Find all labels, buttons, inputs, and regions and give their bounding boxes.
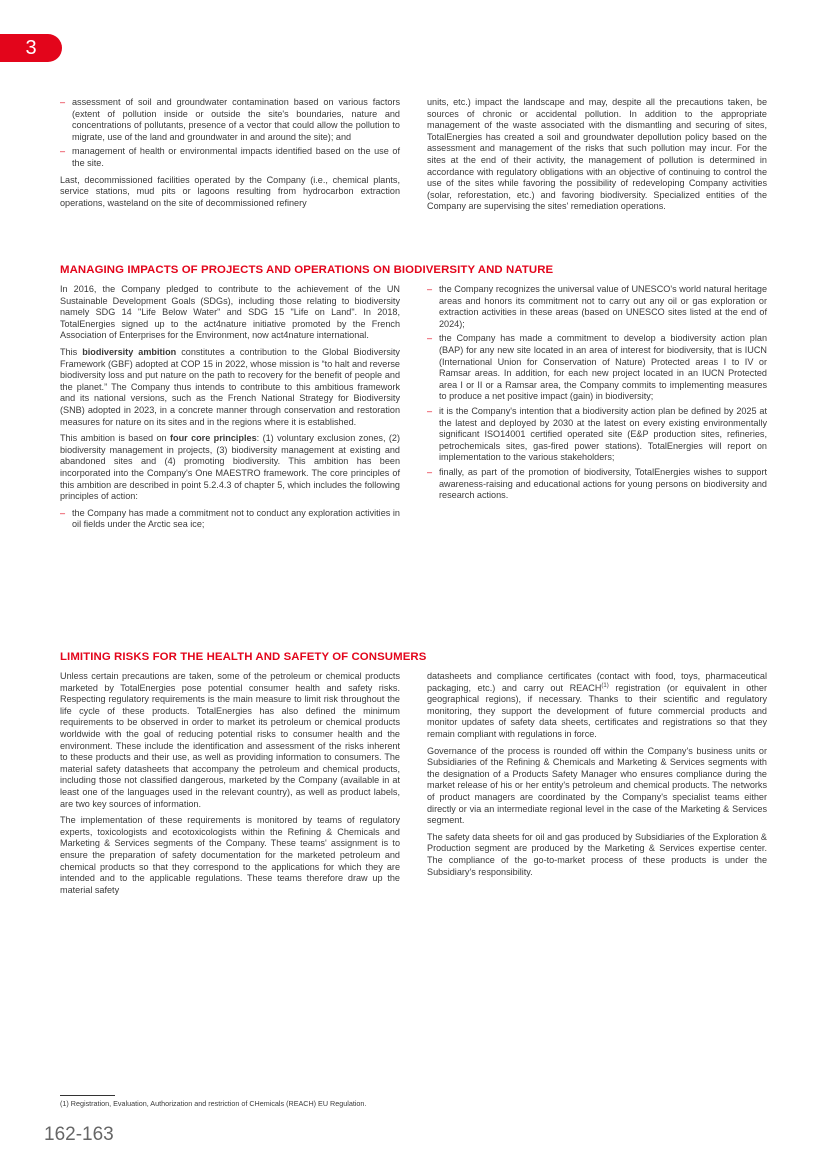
consumers-right-column [427,671,767,901]
list-item: – it is the Company's intention that a biodiversity action plan be defined by 2025 at the latest and deployed by 2030 at the latest on every existing environmentally significant ISO14001 certified operated site (E&P production sites, refineries, petrochemicals sites, gas-fired power stations). TotalEnergies will report on implementation to the various stakeholders; [427,405,767,463]
biodiversity-right-column [427,284,767,536]
list-item: – management of health or environmental impacts identified based on the use of the site. [60,146,400,168]
consumers-section [60,671,767,901]
paragraph: Governance of the process is rounded off within the Company's business units or Subsidiaries of the Refining & Chemicals and Marketing & Services segments with the designation of a Products Safety Manager who ensures compliance during the market release of his or her entity's petroleum and chemical products. The networks of product managers are coordinated by the Company's specialist teams either directly or via an intermediate regional level in the case of the Marketing & Services segment. [427,745,767,826]
principles-list [60,508,400,531]
paragraph: Last, decommissioned facilities operated by the Company (i.e., chemical plants, service stations, mud pits or lagoons resulting from hydrocarbon extraction operations, wasteland on the site of decommissioned refinery [60,174,400,208]
paragraph: The implementation of these requirements is monitored by teams of regulatory experts, toxicologists and ecotoxicologists within the Refining & Chemicals and Marketing & Services segments of the Company. These teams' assignment is to ensure the preparation of safety documentation for the marketed petroleum and chemical products so that they correspond to the applications for which they are intended and to the applicable regulations. These teams therefore draw up the material safety [60,815,400,895]
principles-list [427,284,767,502]
biodiversity-section [60,284,767,536]
footnote-divider [60,1095,115,1096]
section-heading-consumers: LIMITING RISKS FOR THE HEALTH AND SAFETY OF CONSUMERS [60,651,427,663]
list-item: – assessment of soil and groundwater contamination based on various factors (extent of pollution inside or outside the site's boundaries, nature and concentrations of pollutants, presence of a vector that could allow the pollution to migrate, use of the land and groundwater in and around the site); and [60,97,400,142]
paragraph: The safety data sheets for oil and gas produced by Subsidiaries of the Exploration & Production segment are produced by the Marketing & Services expertise center. The compliance of the go-to-market process of these products is under the Subsidiary's responsibility. [427,831,767,877]
list-item: – the Company has made a commitment not to conduct any exploration activities in oil fields under the Arctic sea ice; [60,507,400,530]
list-item: – the Company recognizes the universal value of UNESCO's world natural heritage areas and honors its commitment not to carry out any oil or gas exploration or extraction activities in these areas (based on UNESCO sites listed at the end of 2024); [427,284,767,329]
biodiversity-left-column [60,284,400,536]
bullet-dash: – [60,146,66,157]
paragraph: This ambition is based on four core principles: (1) voluntary exclusion zones, (2) biodiversity management in projects, (3) biodiversity management at existing and abandoned sites and (4) promoting biodiversity. This ambition has been incorporated into the Company's One MAESTRO framework. The core principles of this ambition are described in point 5.2.4.3 of chapter 5, which includes the following principles of action: [60,433,400,502]
bullet-dash: – [60,97,66,107]
bullet-dash: – [427,284,433,294]
section-heading-biodiversity: MANAGING IMPACTS OF PROJECTS AND OPERATIONS ON BIODIVERSITY AND NATURE [60,264,554,276]
paragraph: This biodiversity ambition constitutes a contribution to the Global Biodiversity Framework (GBF) adopted at COP 15 in 2022, whose mission is “to halt and reverse biodiversity loss and put nature on the path to recovery for the benefit of people and the planet.” The Company thus intends to contribute to this ambitious framework and its national versions, such as the French National Strategy for Biodiversity (SNB) adopted in 2023, in a concrete manner through conservation and restoration measures for nature on its sites and in the regions where it is established. [60,346,400,427]
bullet-dash: – [427,333,433,344]
paragraph: units, etc.) impact the landscape and may, despite all the precautions taken, be sources of chronic or accidental pollution. In addition to the appropriate management of the waste associated with the dismantling and securing of sites, TotalEnergies has created a soil and groundwater depollution policy based on the assessment and management of the risks that such pollution may incur. For the sites at the end of their activity, the management of pollution is determined in accordance with regulatory obligations with an objective of continuing to control the use of the sites while favoring the possibility of redeveloping Company activities (solar, reforestation, etc.) and favoring biodiversity. Specialized entities of the Company are supervising the sites' remediation operations. [427,97,767,212]
intro-left-column [60,97,400,218]
intro-list [60,97,400,170]
chapter-tab: 3 [0,34,62,62]
intro-right-column [427,97,767,218]
paragraph: datasheets and compliance certificates (contact with food, toys, pharmaceutical packaging, etc.) and carry out REACH$^{(1)}$ registration (or equivalent in other geographical regions), if necessary. Thanks to their scientific and regulatory monitoring, they support the development of future commercial products and monitor updates of safety data sheets, certificates and registrations so that they remain compliant with regulations in force. [427,671,767,739]
bullet-dash: – [427,405,433,416]
consumers-left-column [60,671,400,901]
list-item: – the Company has made a commitment to develop a biodiversity action plan (BAP) for any new site located in an area of interest for biodiversity, that is IUCN (International Union for Conservation of Nature) Protected areas I to IV or Ramsar areas. In addition, for each new project located in an IUCN Protected area I or II or a Ramsar area, the Company commits to implementing measures to produce a net positive impact (gain) in biodiversity; [427,333,767,402]
intro-section [60,97,767,218]
footnote: (1) Registration, Evaluation, Authorization and restriction of CHemicals (REACH) EU Regulation. [60,1099,367,1108]
page-number: 162-163 [44,1124,114,1145]
list-item: – finally, as part of the promotion of biodiversity, TotalEnergies wishes to support awareness-raising and educational actions for young persons on biodiversity and research actions. [427,466,767,501]
bullet-dash: – [427,466,433,477]
bullet-dash: – [60,507,66,518]
footnote-ref: (1) [601,682,609,689]
paragraph: Unless certain precautions are taken, some of the petroleum or chemical products marketed by TotalEnergies pose potential consumer health and safety risks. Respecting regulatory requirements is the main measure to limit risk throughout the life cycle of these products. TotalEnergies has also defined the minimum requirements to be observed in order to market its petroleum or chemical products worldwide with the goal of reducing potential risks to consumer health and the environment. These include the identification and assessment of the risks inherent to these products and their use, as well as providing information to consumers. The material safety datasheets that accompany the petroleum and chemical products, including those not classified dangerous, marketed by the Company (available in at least one of the languages used in the relevant country), as well as product labels, are two key sources of information. [60,671,400,809]
paragraph: In 2016, the Company pledged to contribute to the achievement of the UN Sustainable Development Goals (SDGs), including those relating to biodiversity namely SDG 14 "Life Below Water" and SDG 15 "Life on Land". In 2018, TotalEnergies signed up to the act4nature initiative promoted by the French Association of Enterprises for the Environment, now act4nature international. [60,284,400,341]
